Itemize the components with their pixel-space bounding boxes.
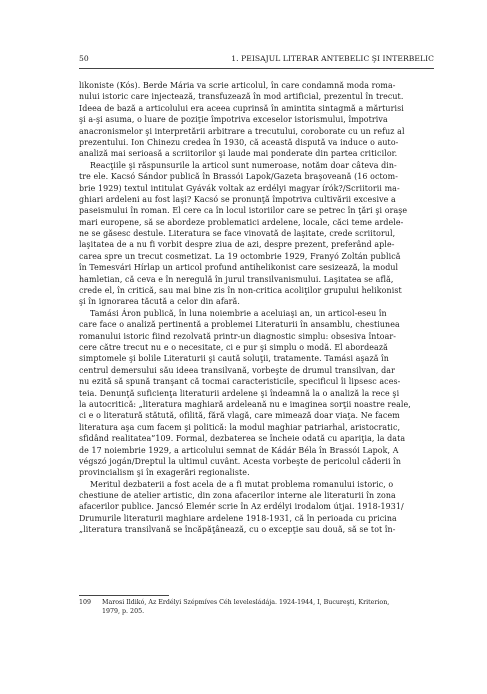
text-line: cere către trecut nu e o necesitate, ci e pur şi simplu o modă. El abordează — [79, 342, 388, 352]
text-line: chestiune de atelier artistic, din zona afacerilor interne ale literaturii în zona — [79, 491, 396, 501]
text-line: ne se găsesc destule. Literatura se face vinovată de laşitate, crede scriitorul, — [79, 229, 396, 239]
text-line: centrul demersului său ideea transilvană, vorbeşte de drumul transilvan, dar — [79, 365, 395, 375]
text-line: ghiari ardeleni au fost laşi? Kacsó se pronunţă împotriva cultivării excesive a — [79, 194, 396, 204]
text-line: likoniste (Kós). Berde Mária va scrie articolul, în care condamnă moda roma- — [79, 81, 396, 90]
text-line: literatura aşa cum facem şi politică: la modul maghiar patriarhal, aristocratic, — [79, 422, 401, 432]
text-line: ci e o literatură stătută, ofilită, fără vlagă, care mimează doar viaţa. Ne facem — [79, 411, 400, 421]
text-line: care face o analiză pertinentă a problemei Literaturii în ansamblu, chestiunea — [79, 320, 400, 330]
text-line: Reacţiile şi răspunsurile la articol sunt numeroase, notăm doar câteva din- — [90, 160, 397, 170]
text-line: provincialism şi în exagerări regionaliste. — [79, 468, 250, 478]
text-line: mari europene, să se abordeze problematici ardelene, locale, căci teme ardele- — [79, 217, 404, 227]
page-number: 50 — [79, 54, 89, 63]
text-line: prezentului. Ion Chinezu credea în 1930, că această dispută va induce o auto- — [79, 137, 399, 147]
text-line: romanului istoric fiind rezolvată printr-un diagnostic simplu: obsesiva întoar- — [79, 331, 397, 341]
text-line: afacerilor publice. Jancsó Elemér scrie în Az erdélyi irodalom útjai. 1918-1931/ — [79, 502, 404, 512]
text-line: de 17 noiembrie 1929, a articolului semnat de Kádár Béla în Brassói Lapok, A — [79, 445, 399, 455]
text-line: Ideea de bază a articolului era aceea cuprinsă în amintita sintagmă a mărturisi — [79, 103, 404, 113]
footnote-text: Marosi Ildikó, Az Erdélyi Szépmíves Céh levelesládája. 1924-1944, I, Bucureşti, Kriterion, — [102, 599, 390, 606]
text-line: Meritul dezbaterii a fost acela de a fi mutat problema romanului istoric, o — [90, 479, 394, 489]
text-line: „literatura transilvană se încăpăţânează, cu o excepţie sau două, să se tot în- — [79, 525, 396, 535]
text-line: végszó jogán/Dreptul la ultimul cuvânt. Acesta vorbeşte de pericolul căderii în — [79, 456, 402, 466]
text-line: laşitatea de a nu fi vorbit despre ziua de azi, despre prezent, preferând aple- — [79, 240, 395, 250]
body-text — [79, 80, 434, 536]
page-header — [79, 53, 434, 65]
text-line: paseismului în roman. El cere ca în locul istoriilor care se petrec în ţări şi oraşe — [79, 206, 408, 216]
text-line: teia. Denunţă suficienţa literaturii ardelene şi îndeamnă la o analiză la rece şi — [79, 388, 400, 398]
text-line: şi a-şi asuma, o luare de poziţie împotriva exceselor istorismului, împotriva — [79, 115, 388, 125]
text-line: nu ezită să spună tranşant că tocmai caracteristicile, specificul îi lipsesc aces- — [79, 377, 401, 387]
text-line: la autocritică: „literatura maghiară ardeleană nu e imaginea sorţii noastre reale, — [79, 399, 411, 409]
footnote-number: 109 — [79, 599, 92, 606]
text-line: simptomele şi bolile Literaturii şi caută soluţii, tratamente. Tamási aşază în — [79, 354, 389, 364]
text-line: brie 1929) textul intitulat Gyávák voltak az erdélyi magyar írók?/Scriitorii ma- — [79, 183, 400, 193]
text-line: sfidând realitatea”109. Formal, dezbaterea se încheie odată cu apariţia, la data — [79, 434, 406, 444]
running-title: 1. PEISAJUL LITERAR ANTEBELIC ŞI INTERBELIC — [231, 54, 434, 63]
text-line: Tamási Áron publică, în luna noiembrie a aceluiaşi an, un articol-eseu în — [90, 308, 387, 318]
text-line: analiză mai serioasă a scriitorilor şi laude mai ponderate din partea criticilor. — [79, 149, 398, 159]
text-line: anacronismelor şi interpretării arbitrare a trecutului, coroborate cu un refuz al — [79, 126, 405, 136]
text-line: nului istoric care injectează, transfuzează în mod artificial, prezentul în trecut. — [79, 92, 404, 102]
text-line: tre ele. Kacsó Sándor publică în Brassói Lapok/Gazeta braşoveană (16 octom- — [79, 172, 398, 182]
text-line: crede el, în critică, sau mai bine zis în non-critica acoliţilor grupului helikonist — [79, 286, 402, 296]
text-line: şi în ignorarea tăcută a celor din afară. — [79, 297, 240, 307]
footnote-text-continued: 1979, p. 205. — [102, 608, 145, 615]
text-line: carea spre un trecut cosmetizat. La 19 octombrie 1929, Franyó Zoltán publică — [79, 251, 401, 261]
text-line: hamletian, că ceva e în neregulă în jurul transilvanismului. Laşitatea se află, — [79, 274, 394, 284]
text-line: Drumurile literaturii maghiare ardelene 1918-1931, că în perioada cu pricina — [79, 513, 397, 523]
text-line: în Temesvári Hírlap un articol profund antihelikonist care sesizează, la modul — [79, 263, 399, 273]
footnote-rule — [79, 595, 169, 596]
header-rule — [79, 68, 434, 69]
